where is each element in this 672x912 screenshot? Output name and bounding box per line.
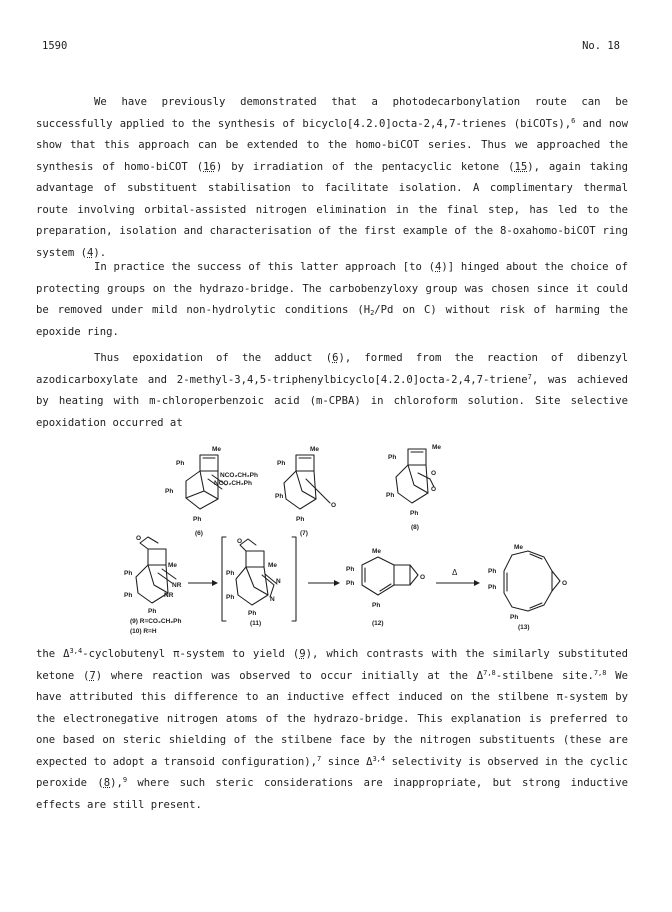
svg-text:(11): (11) — [250, 620, 262, 627]
svg-text:Me: Me — [372, 548, 382, 555]
arrow-head — [212, 580, 218, 586]
compound-ref: 4 — [435, 261, 442, 273]
paragraph-intro: We have previously demonstrated that a photodecarbonylation route can be successfully applied to the synthesis of bicyclo[4.2.0]octa-2,4,7-trienes (biCOTs),$^6$ and now show that this approach can be extended to the homo-biCOT series. Thus we approached the synthesis of homo-biCOT (16) by irradiation of the pentacyclic ketone (15), again taking advantage of substituent stabilisation to facilitate isolation. A complimentary thermal route involving orbital-assisted nitrogen elimination in the final step, has led to the preparation, isolation and characterisation of the first example of the 8-oxahomo-biCOT ring system (4). — [36, 96, 629, 259]
svg-text:Me: Me — [168, 562, 178, 569]
compound-ref: 6 — [332, 352, 339, 364]
issue-number: No. 18 — [582, 40, 620, 52]
svg-text:O: O — [431, 486, 437, 493]
compound-ref: 8 — [103, 777, 111, 789]
svg-text:(7): (7) — [300, 530, 308, 537]
reaction-scheme — [0, 425, 672, 640]
svg-text:(12): (12) — [372, 620, 384, 627]
svg-text:NR: NR — [172, 582, 182, 589]
paragraph-epoxidation: Thus epoxidation of the adduct (6), formed from the reaction of dibenzyl azodicarboxylate and 2-methyl-3,4,5-triphenylbicyclo[4.2.0]octa-2,4,7-triene$^7$, was achieved by heating with m-chloroperbenzoic acid (m-CPBA) in chloroform solution. Site selective epoxidation occurred at — [36, 352, 628, 429]
svg-text:NR: NR — [164, 592, 174, 599]
structure-6 — [165, 446, 258, 537]
compound-ref: 9 — [299, 648, 306, 660]
reference: 6 — [571, 116, 576, 125]
svg-text:Ph: Ph — [488, 584, 497, 591]
svg-text:Ph: Ph — [277, 460, 286, 467]
svg-text:Me: Me — [212, 446, 222, 453]
svg-text:O: O — [562, 580, 568, 587]
svg-text:Me: Me — [310, 446, 320, 453]
structure-12 — [346, 548, 425, 627]
svg-text:Ph: Ph — [193, 516, 202, 523]
svg-text:O: O — [431, 470, 437, 477]
compound-ref: 7 — [89, 669, 96, 682]
structure-11 — [222, 537, 296, 627]
svg-text:Ph: Ph — [346, 580, 355, 587]
svg-text:Ph: Ph — [275, 493, 284, 500]
svg-text:NCO₂CH₂Ph: NCO₂CH₂Ph — [220, 472, 258, 479]
paragraph-protecting-groups: In practice the success of this latter approach [to (4)] hinged about the choice of protecting groups on the hydrazo-bridge. The carbobenzyloxy group was chosen since it could be removed under mild non-hydrolytic conditions ($H_2/Pd$ on C) without risk of harming the epoxide ring. — [36, 261, 628, 338]
svg-text:Ph: Ph — [226, 570, 235, 577]
svg-text:O: O — [420, 574, 426, 581]
svg-text:(13): (13) — [518, 624, 530, 631]
svg-text:(6): (6) — [195, 530, 203, 537]
svg-text:Ph: Ph — [386, 492, 395, 499]
reference: 7 — [527, 372, 532, 381]
svg-text:O: O — [331, 502, 337, 509]
arrow-head — [474, 580, 480, 586]
svg-text:Ph: Ph — [372, 602, 381, 609]
svg-text:Ph: Ph — [226, 594, 235, 601]
svg-text:Ph: Ph — [296, 516, 305, 523]
svg-text:Me: Me — [514, 544, 524, 551]
svg-text:Ph: Ph — [148, 608, 157, 615]
svg-text:Me: Me — [432, 444, 442, 451]
svg-text:O: O — [237, 538, 243, 545]
svg-text:Ph: Ph — [346, 566, 355, 573]
structure-8 — [386, 444, 441, 531]
reference: 7,8 — [593, 668, 607, 677]
svg-text:Ph: Ph — [124, 592, 133, 599]
scheme-svg — [0, 425, 672, 640]
svg-text:Ph: Ph — [124, 570, 133, 577]
svg-text:N: N — [270, 596, 275, 603]
svg-text:Ph: Ph — [388, 454, 397, 461]
svg-text:(10) R=H: (10) R=H — [130, 628, 157, 635]
svg-text:(9) R=CO₂CH₂Ph: (9) R=CO₂CH₂Ph — [130, 618, 182, 625]
svg-text:Ph: Ph — [176, 460, 185, 467]
compound-ref: 15 — [514, 160, 528, 173]
compound-ref: 16 — [203, 160, 216, 173]
reference: 9 — [122, 776, 128, 784]
paragraph-selectivity: the Δ$^{3,4}$-cyclobutenyl π-system to yield (9), which contrasts with the similarly substituted ketone (7) where reaction was observed to occur initially at the Δ$^{7,8}$-stilbene site.$^{7,8}$ We have attributed this difference to an inductive effect induced on the stilbene π-system by the electronegative nitrogen atoms of the hydrazo-bridge. This explanation is preferred to one based on steric shielding of the stilbene face by the nitrogen substituents (these are expected to adopt a transoid configuration),$^7$ since Δ$^{3,4}$ selectivity is observed in the cyclic peroxide (8),$^9$ where such steric considerations are inappropriate, but strong inductive effects are still present. — [36, 647, 629, 811]
svg-text:Ph: Ph — [410, 510, 419, 517]
svg-text:Ph: Ph — [510, 614, 519, 621]
svg-text:N: N — [276, 578, 281, 585]
svg-text:O: O — [136, 535, 142, 542]
structure-9-10 — [124, 535, 182, 635]
svg-text:(8): (8) — [411, 524, 419, 531]
svg-text:NCO₂CH₂Ph: NCO₂CH₂Ph — [214, 480, 252, 487]
svg-text:Me: Me — [268, 562, 278, 569]
svg-text:Ph: Ph — [488, 568, 497, 575]
page-number: 1590 — [42, 40, 68, 52]
compound-ref: 4 — [87, 246, 94, 259]
heat-symbol: Δ — [452, 568, 458, 577]
arrow-head — [334, 580, 340, 586]
reference: 7 — [317, 754, 322, 763]
svg-text:Ph: Ph — [165, 488, 174, 495]
structure-13 — [488, 544, 567, 631]
svg-text:Ph: Ph — [248, 610, 257, 617]
structure-7 — [275, 446, 336, 537]
